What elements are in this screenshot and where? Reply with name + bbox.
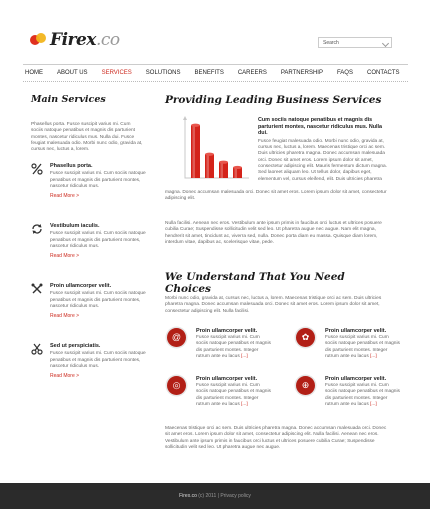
refresh-icon xyxy=(31,223,43,235)
chart-bar xyxy=(191,125,200,178)
service-item xyxy=(31,223,146,271)
privacy-policy-link[interactable]: Privacy policy xyxy=(220,493,251,499)
bar-chart-svg xyxy=(165,116,253,186)
logo-text: Firex.co xyxy=(50,30,120,50)
at-icon: @ xyxy=(167,328,186,347)
service-title: Sed ut perspiciatis. xyxy=(50,343,101,350)
providing-intro xyxy=(258,117,391,183)
chart-bar-highlight xyxy=(235,167,238,178)
nav-item-partnership[interactable]: PARTNERSHIP xyxy=(280,70,323,76)
feature-title: Proin ullamcorper velit. xyxy=(196,376,258,382)
nav-item-careers[interactable]: CAREERS xyxy=(237,70,267,76)
target-icon: ◎ xyxy=(167,376,186,395)
more-link[interactable]: [...] xyxy=(370,401,377,407)
feature-title: Proin ullamcorper velit. xyxy=(196,328,258,334)
footer xyxy=(0,483,430,509)
providing-text-3: Nulla facilisi. Aenean nec eros. Vestibulum ante ipsum primis in faucibus orci luctus et ultrices posuere cubilia Curae; Suspendisse sollicitudin velit sed leo. Ut pharetra augue nec augue. Nam elit magna, hendrerit sit amet, tincidunt ac, viverra sed, nulla. Donec porta diam eu massa. Quisque diam lorem, interdum vitae, dapibus ac, scelerisque vitae, pede. xyxy=(165,221,382,245)
search-placeholder: Search xyxy=(323,40,339,46)
feature-text: Fusce suscipit varius mi. Cum sociis natoque penatibus et magnis dis parturient montes. Integer rutrum ante eu lacus [...] xyxy=(325,335,400,359)
read-more-link[interactable]: Read More > xyxy=(50,373,80,380)
providing-title: Providing Leading Business Services xyxy=(165,94,382,106)
footer-text xyxy=(0,483,430,509)
ball-icon: ⊕ xyxy=(296,376,315,395)
feature-item xyxy=(296,376,400,422)
service-title: Vestibulum iaculis. xyxy=(50,223,100,230)
chevron-down-icon xyxy=(382,40,389,47)
read-more-link[interactable]: Read More > xyxy=(50,253,80,260)
providing-lead: Cum sociis natoque penatibus et magnis dis parturient montes, nascetur ridiculus mus. Nulla dui. xyxy=(258,117,383,137)
scissors-icon xyxy=(31,343,43,355)
service-text: Fusce suscipit varius mi. Cum sociis natoque penatibus et magnis dis parturient montes, nascetur ridiculus mus. xyxy=(50,351,146,370)
basketball-icon: ✿ xyxy=(296,328,315,347)
read-more-link[interactable]: Read More > xyxy=(50,313,80,320)
service-title: Proin ullamcorper velit. xyxy=(50,283,112,290)
main-nav xyxy=(23,64,408,82)
providing-text-2: magna. Donec accumsan malesuada orci. Donec sit amet eros. Lorem ipsum dolor sit amet, consectetur adipiscing elit. xyxy=(165,190,387,202)
understand-intro: Morbi nunc odio, gravida at, cursus nec, luctus a, lorem. Maecenas tristique orci ac sem. Duis ultricies pharetra magna. Donec accumsan malesuada orci. Donec sit amet eros. Lorem ipsum dolor sit amet, consectetur adipiscing elit. Nulla facilisi. xyxy=(165,296,382,314)
chart-bar-highlight xyxy=(221,162,224,178)
nav-item-about[interactable]: ABOUT US xyxy=(57,70,88,76)
service-item xyxy=(31,343,146,391)
feature-title: Proin ullamcorper velit. xyxy=(325,376,387,382)
service-text: Fusce suscipit varius mi. Cum sociis natoque penatibus et magnis dis parturient montes, nascetur ridiculus mus. xyxy=(50,231,146,250)
logo[interactable] xyxy=(30,30,120,50)
footer-brand[interactable]: Firex.co xyxy=(179,493,197,499)
chart-bar-cap xyxy=(219,161,228,164)
chart-bar-cap xyxy=(233,166,242,169)
understand-outro: Maecenas tristique orci ac sem. Duis ultricies pharetra magna. Donec accumsan malesuada orci. Donec sit amet eros. Lorem ipsum dolor sit amet, consectetur adipiscing elit. Nulla facilisi. Aenean nec eros. Vestibulum ante ipsum primis in faucibus orci luctus et ultrices posuere cubilia Curae; Suspendisse sollicitudin velit sed leo. Ut pharetra augue nec augue. xyxy=(165,426,387,450)
more-link[interactable]: [...] xyxy=(241,353,248,359)
percent-icon xyxy=(31,163,43,175)
header xyxy=(0,0,430,62)
nav-item-contacts[interactable]: CONTACTS xyxy=(366,70,400,76)
read-more-link[interactable]: Read More > xyxy=(50,193,80,200)
chart-axis-arrow xyxy=(183,116,187,120)
main-services-column xyxy=(31,94,146,391)
chart-bar-cap xyxy=(205,153,214,156)
feature-title: Proin ullamcorper velit. xyxy=(325,328,387,334)
chart-bar xyxy=(205,154,214,178)
chart-bar-highlight xyxy=(207,154,210,178)
main-services-intro: Phasellus porta. Fusce suscipit varius mi. Cum sociis natoque penatibus et magnis dis parturient montes, nascetur ridiculus mus. Nulla dui. Fusce feugiat malesuada odio. Morbi nunc odio, gravida at, cursus nec, luctus a, lorem. xyxy=(31,122,143,153)
search-input[interactable] xyxy=(318,37,392,48)
footer-copyright: (c) 2011 xyxy=(198,493,217,499)
providing-section xyxy=(165,94,391,106)
feature-text: Fusce suscipit varius mi. Cum sociis natoque penatibus et magnis dis parturient montes. Integer rutrum ante eu lacus [...] xyxy=(196,383,271,407)
more-link[interactable]: [...] xyxy=(370,353,377,359)
service-item xyxy=(31,163,146,211)
feature-item xyxy=(296,328,400,374)
service-item xyxy=(31,283,146,331)
feature-text: Fusce suscipit varius mi. Cum sociis natoque penatibus et magnis dis parturient montes. Integer rutrum ante eu lacus [...] xyxy=(325,383,400,407)
service-text: Fusce suscipit varius mi. Cum sociis natoque penatibus et magnis dis parturient montes, nascetur ridiculus mus. xyxy=(50,291,146,310)
footer-separator: | xyxy=(217,493,219,499)
more-link[interactable]: [...] xyxy=(241,401,248,407)
nav-item-home[interactable]: HOME xyxy=(25,70,43,76)
service-text: Fusce suscipit varius mi. Cum sociis natoque penatibus et magnis dis parturient montes, nascetur ridiculus mus. xyxy=(50,171,146,190)
bar-chart xyxy=(165,116,253,186)
providing-text-1: Fusce feugiat malesuada odio. Morbi nunc odio, gravida at, cursus nec, luctus a, lorem. Maecenas tristique orci ac sem. Duis ultricies pharetra magna. Donec accumsan malesuada orci. Donec sit amet eros. Lorem ipsum dolor sit amet, consectetur adipiscing elit. Mauris fermentum dictum magna. Sed laoreet aliquam leo. Ut tellus dolor, dapibus eget, elementum vel, cursus eleifend, elit. Duis ultricies pharetra xyxy=(258,138,388,182)
service-title: Phasellus porta. xyxy=(50,163,93,170)
chart-bar xyxy=(219,162,228,178)
nav-item-services[interactable]: SERVICES xyxy=(101,70,132,76)
chart-bar-cap xyxy=(191,124,200,127)
nav-item-faqs[interactable]: FAQS xyxy=(336,70,353,76)
feature-item xyxy=(167,328,271,374)
main-services-title: Main Services xyxy=(31,94,106,105)
tools-icon xyxy=(31,283,43,295)
understand-title: We Understand That You Need Choices xyxy=(165,271,345,295)
logo-mark-icon xyxy=(30,33,46,47)
nav-item-solutions[interactable]: SOLUTIONS xyxy=(145,70,181,76)
feature-text: Fusce suscipit varius mi. Cum sociis natoque penatibus et magnis dis parturient montes. Integer rutrum ante eu lacus [...] xyxy=(196,335,271,359)
nav-item-benefits[interactable]: BENEFITS xyxy=(194,70,224,76)
chart-bar-highlight xyxy=(193,125,196,178)
feature-item xyxy=(167,376,271,422)
